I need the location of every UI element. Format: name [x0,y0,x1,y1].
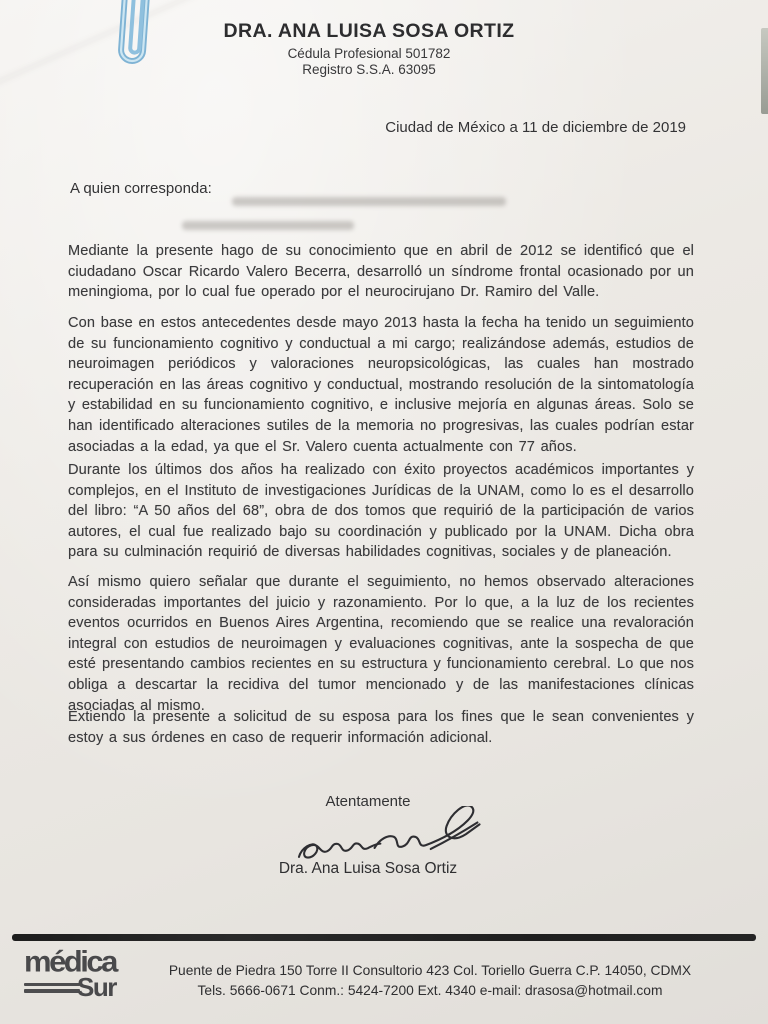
paragraph-1: Mediante la presente hago de su conocimiento que en abril de 2012 se identificó que el ciudadano Oscar Ricardo Valero Becerra, desarrolló un síndrome frontal ocasionado por un meningioma, por lo cual fue operado por el neurocirujano Dr. Ramiro del Valle. [68,243,694,301]
footer-contact-block [128,961,732,1000]
footer-address: Puente de Piedra 150 Torre II Consultorio 423 Col. Toriello Guerra C.P. 14050, CDMX [168,963,692,978]
logo-text-sur: Sur [77,972,116,1002]
logo-text-medica: médica [24,944,116,979]
logo-lines [24,980,80,996]
bleedthrough-line [182,221,354,230]
paragraph-5: Extiendo la presente a solicitud de su esposa para los fines que le sean convenientes y estoy a sus órdenes en caso de requerir información adicional. [68,709,694,746]
bleedthrough-line [232,197,506,206]
professional-license: Cédula Profesional 501782 [287,46,451,61]
paragraph-3: Durante los últimos dos años ha realizado con éxito proyectos académicos importantes y complejos, en el Instituto de investigaciones Jurídicas de la UNAM, como lo es el desarrollo del libro: “A 50 años del 68”, obra de dos tomos que requirió de la participación de varios autores, el cual fue realizado bajo su coordinación y publicado por la UNAM. Dicha obra para su culminación requirió de diversas habilidades cognitivas, sociales y de planeación. [68,462,694,561]
signer-name: Dra. Ana Luisa Sosa Ortiz [278,860,458,877]
scan-edge-artifact [761,28,768,114]
ssa-registry: Registro S.S.A. 63095 [302,62,436,77]
footer-rule [12,934,756,941]
signature [292,806,492,866]
footer-phones-email: Tels. 5666-0671 Conm.: 5424-7200 Ext. 4340 e-mail: drasosa@hotmail.com [197,982,663,998]
medica-sur-logo [24,944,144,1003]
salutation: A quien corresponda: [70,180,212,197]
dateline: Ciudad de México a 11 de diciembre de 2019 [385,119,686,136]
valediction: Atentamente [325,793,411,810]
paragraph-2: Con base en estos antecedentes desde mayo 2013 hasta la fecha ha tenido un seguimiento de su funcionamiento cognitivo y conductual a mi cargo; realizándose además, estudios de neuroimagen periódicos y valoraciones neuropsicológicas, las cuales han mostrado recuperación en las áreas cognitivo y conductual, mostrando resolución de la sintomatología y estabilidad en su funcionamiento cognitivo, e inclusive mejoría en algunas áreas. Solo se han identificado alteraciones sutiles de la memoria no progresivas, las cuales podrían estar asociadas a la edad, ya que el Sr. Valero cuenta actualmente con 77 años. [68,315,694,455]
paragraph-4: Así mismo quiero señalar que durante el seguimiento, no hemos observado alteraciones consideradas importantes del juicio y razonamiento. Por lo que, a la luz de los recientes eventos ocurridos en Buenos Aires Argentina, recomiendo que se realice una revaloración integral con estudios de neuroimagen y evaluaciones cognitivas, ante la sospecha de que esté presentando cambios recientes en su estructura y funcionamiento cerebral. Lo que nos obliga a descartar la recidiva del tumor mencionado y de las manifestaciones clínicas asociadas al mismo. [68,574,694,714]
letterhead [0,20,753,78]
doctor-name: DRA. ANA LUISA SOSA ORTIZ [223,20,515,42]
